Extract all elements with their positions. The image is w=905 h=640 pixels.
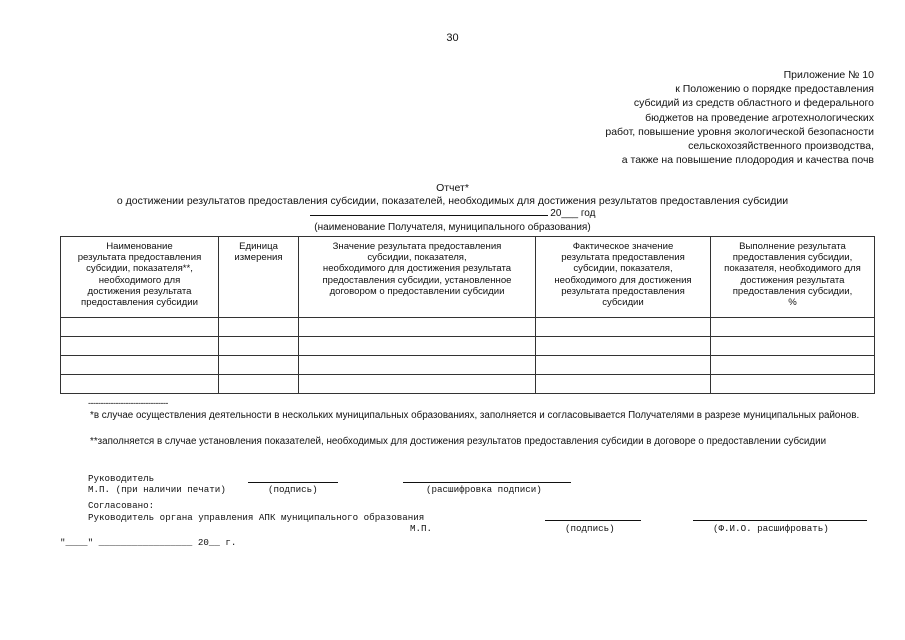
table-cell[interactable] <box>61 356 219 375</box>
table-cell[interactable] <box>219 356 299 375</box>
report-subtitle: о достижении результатов предоставления субсидии, показателей, необходимых для достижения результатов предоставления субсидии <box>116 195 789 207</box>
footnote-2 <box>60 436 874 449</box>
table-row <box>61 356 875 375</box>
table-cell[interactable] <box>711 337 875 356</box>
table-cell[interactable] <box>711 356 875 375</box>
mp-label: М.П. <box>410 523 433 534</box>
head-decoding-line[interactable] <box>403 482 571 483</box>
signature-caption: (подпись) <box>268 484 318 495</box>
table-cell[interactable] <box>219 337 299 356</box>
report-title-block <box>0 182 905 208</box>
table-cell[interactable] <box>299 318 536 337</box>
date-line[interactable]: "____" _________________ 20__ г. <box>60 537 237 548</box>
table-cell[interactable] <box>219 375 299 394</box>
agreed-label: Согласовано: <box>88 500 155 511</box>
head-signature-line[interactable] <box>248 482 338 483</box>
header-unit: Единица измерения <box>219 237 299 318</box>
table-cell[interactable] <box>536 356 711 375</box>
table-row <box>61 375 875 394</box>
header-actual-value: Фактическое значение результата предоставления субсидии, показателя, необходимого для достижения результата предоставления субсидии <box>536 237 711 318</box>
footnote-1 <box>60 410 874 423</box>
appendix-line: сельскохозяйственного производства, <box>688 140 874 153</box>
table-cell[interactable] <box>536 375 711 394</box>
stamp-label: М.П. (при наличии печати) <box>88 484 226 495</box>
head-label: Руководитель <box>88 473 155 484</box>
table-cell[interactable] <box>299 375 536 394</box>
appendix-line: Приложение № 10 <box>783 69 874 81</box>
table-cell[interactable] <box>536 318 711 337</box>
header-completion: Выполнение результата предоставления субсидии, показателя, необходимого для достижения результата предоставления субсидии, % <box>711 237 875 318</box>
table-cell[interactable] <box>536 337 711 356</box>
footnote-1-text: *в случае осуществления деятельности в нескольких муниципальных образованиях, заполняется и согласовывается Получателями в разрезе муниципальных районов. <box>90 410 860 421</box>
year-label: 20___ год <box>550 208 596 219</box>
table-cell[interactable] <box>61 375 219 394</box>
report-title: Отчет* <box>436 182 469 194</box>
header-result-name: Наименование результата предоставления субсидии, показателя**, необходимого для достижения результата предоставления субсидии <box>61 237 219 318</box>
table-cell[interactable] <box>61 318 219 337</box>
table-header-row <box>61 237 875 318</box>
appendix-line: а также на повышение плодородия и качества почв <box>621 154 874 167</box>
footnote-2-text: **заполняется в случае установления показателей, необходимых для достижения результатов предоставления субсидии в договоре о предоставлении субсидии <box>90 436 827 447</box>
recipient-blank[interactable] <box>310 206 548 216</box>
signature-caption-2: (подпись) <box>565 523 615 534</box>
agency-fio-line[interactable] <box>693 520 867 521</box>
table-row <box>61 337 875 356</box>
agency-signature-line[interactable] <box>545 520 641 521</box>
table-cell[interactable] <box>299 337 536 356</box>
appendix-line: к Положению о порядке предоставления <box>675 83 874 96</box>
report-table <box>60 236 875 394</box>
appendix-line: бюджетов на проведение агротехнологических <box>645 111 874 124</box>
fio-caption: (Ф.И.О. расшифровать) <box>713 523 829 534</box>
appendix-header <box>514 68 874 167</box>
table-cell[interactable] <box>299 356 536 375</box>
agency-head-label: Руководитель органа управления АПК муниципального образования <box>88 512 425 523</box>
table-row <box>61 318 875 337</box>
table-cell[interactable] <box>61 337 219 356</box>
appendix-line: работ, повышение уровня экологической безопасности <box>605 125 874 138</box>
table-cell[interactable] <box>219 318 299 337</box>
decoding-caption: (расшифровка подписи) <box>426 484 542 495</box>
recipient-year-line <box>0 206 905 219</box>
table-cell[interactable] <box>711 318 875 337</box>
recipient-caption: (наименование Получателя, муниципального образования) <box>314 222 591 233</box>
page-number: 30 <box>446 32 459 44</box>
header-planned-value: Значение результата предоставления субсидии, показателя, необходимого для достижения результата предоставления субсидии, установленное договором о предоставлении субсидии <box>299 237 536 318</box>
footnote-separator: -------------------------------- <box>88 398 168 408</box>
appendix-line: субсидий из средств областного и федерального <box>633 97 874 110</box>
table-cell[interactable] <box>711 375 875 394</box>
